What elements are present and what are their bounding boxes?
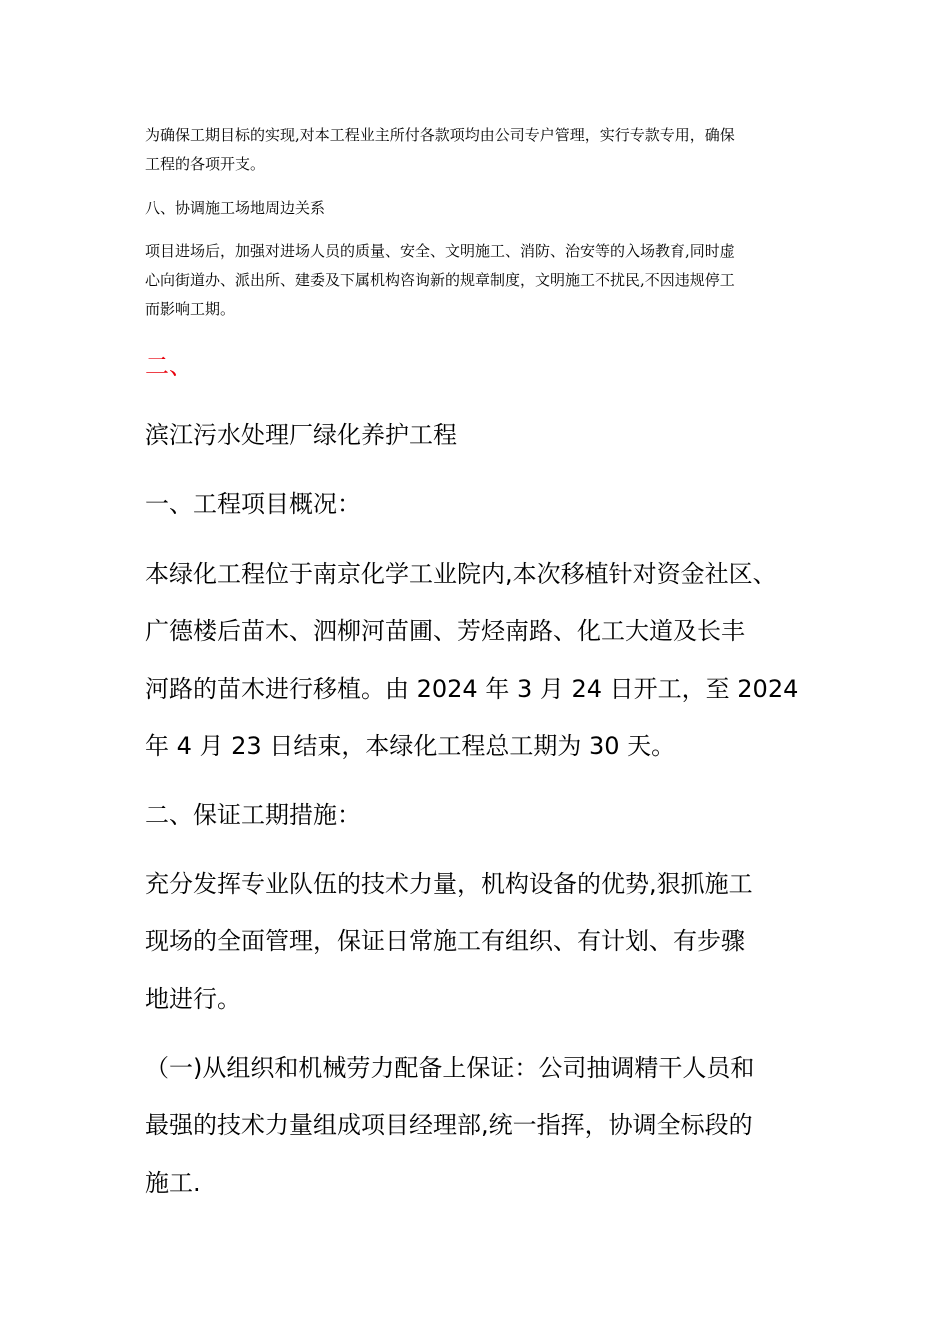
overview-heading: 一、工程项目概况： (145, 490, 361, 518)
paragraph-line: 施工. (145, 1168, 201, 1197)
heading-section-8: 八、协调施工场地周边关系 (145, 199, 326, 217)
measures-heading: 二、保证工期措施： (145, 801, 361, 829)
overview-paragraph (145, 546, 825, 775)
paragraph-line: 充分发挥专业队伍的技术力量，机构设备的优势,狠抓施工 (145, 870, 753, 898)
paragraph-line: 为确保工期目标的实现,对本工程业主所付各款项均由公司专户管理，实行专款专用，确保 (145, 126, 735, 144)
paragraph-line: 广德楼后苗木、泗柳河苗圃、芳烃南路、化工大道及长丰 (145, 617, 745, 646)
paragraph-line: 年 4 月 23 日结束，本绿化工程总工期为 30 天。 (145, 731, 676, 760)
measures-paragraph (145, 856, 825, 1028)
project-title: 滨江污水处理厂绿化养护工程 (145, 421, 457, 449)
paragraph-line: 本绿化工程位于南京化学工业院内,本次移植针对资金社区、 (145, 560, 777, 588)
paragraph-line: （一)从组织和机械劳力配备上保证：公司抽调精干人员和 (145, 1054, 755, 1082)
paragraph-line: 项目进场后，加强对进场人员的质量、安全、文明施工、消防、治安等的入场教育,同时虚 (145, 242, 735, 260)
paragraph-line: 最强的技术力量组成项目经理部,统一指挥，协调全标段的 (145, 1111, 753, 1140)
section-number: 二、 (145, 352, 193, 380)
paragraph-line: 工程的各项开支。 (145, 155, 266, 173)
paragraph-line: 而影响工期。 (145, 300, 236, 318)
paragraph-funds (145, 121, 815, 179)
paragraph-line: 地进行。 (145, 984, 241, 1013)
paragraph-line: 河路的苗木进行移植。由 2024 年 3 月 24 日开工，至 2024 (145, 674, 799, 703)
paragraph-line: 心向街道办、派出所、建委及下属机构咨询新的规章制度，文明施工不扰民,不因违规停工 (145, 271, 735, 289)
organization-paragraph (145, 1040, 825, 1212)
paragraph-coordination (145, 237, 815, 324)
paragraph-line: 现场的全面管理，保证日常施工有组织、有计划、有步骤 (145, 927, 745, 956)
